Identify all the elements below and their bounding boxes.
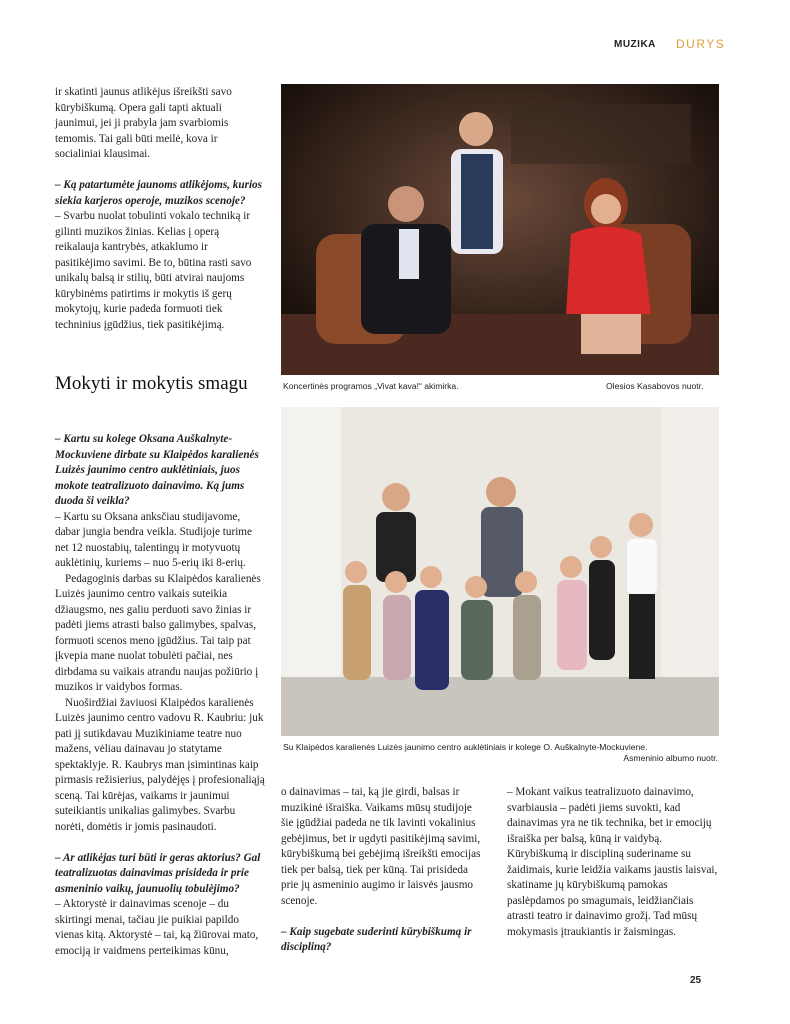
photo-caption: Koncertinės programos „Vivat kava!“ akimirka. [283, 381, 459, 391]
magazine-brand: DURYS [676, 37, 726, 51]
column-1-bottom [55, 432, 265, 959]
paragraph: o dainavimas – tai, ką jie girdi, balsas ir muzikinė išraiška. Vaikams mūsų studijoje šie įgūdžiai padeda ne tik lavinti vokalinius gebėjimus, bet ir ugdyti pasitikėjimą savimi, kūrybiškumą bei gebėjimą išreikšti emocijas tiek per balsą, tiek per kūną. Tai prisideda prie jų asmeninio augimo ir laisvės jausmo scenoje. [281, 786, 481, 907]
concert-photo-illustration [281, 84, 719, 375]
column-2 [281, 785, 485, 956]
photo-credit: Asmeninio albumo nuotr. [623, 753, 718, 763]
question: – Ką patartumėte jaunoms atlikėjoms, kurios siekia karjeros operoje, muzikos scenoje? [55, 179, 263, 207]
paragraph: Nuoširdžiai žaviuosi Klaipėdos karalienės Luizės jaunimo centro vadovu R. Kaubriu: juk pati jį sutikdavau Muzikiniame teatre nuo mažens, vėliau dainavau jo statytame spektaklyje. R. Kaubrys man įsimintinas kaip pirmasis režisierius, palydėjęs į profesionaliąją sceną. Tai kūrėjas, vaikams ir jaunimui suteikiantis unikalias galimybes. Svarbu norėti, domėtis ir jomis pasinaudoti. [55, 696, 265, 833]
section-label: MUZIKA [614, 39, 656, 50]
column-3 [507, 785, 719, 940]
photo-credit: Olesios Kasabovos nuotr. [606, 381, 704, 391]
answer: – Svarbu nuolat tobulinti vokalo techniką ir gilinti muzikos žinias. Kelias į operą reikalauja kantrybės, atkaklumo ir pasitikėjimo savimi. Be to, būtina rasti savo unikalų balsą ir stilių, būti atvirai naujoms kūrybinėms patirtims ir mokytis iš gerų mokytojų, kurie padeda formuoti tiek techninius įgūdžius, tiek pasitikėjimą. [55, 210, 252, 331]
question: – Kaip sugebate suderinti kūrybiškumą ir discipliną? [281, 925, 472, 953]
answer: – Aktorystė ir dainavimas scenoje – du skirtingi menai, tačiau jie puikiai papildo vienas kitą. Aktorystė – tai, ką žiūrovai mato, emociją ir vaidmens perteikimas kūnu, [55, 898, 259, 957]
paragraph: Pedagoginis darbas su Klaipėdos karalienės Luizės jaunimo centro vaikais suteikia džiaugsmo, nes galiu perduoti savo žinias ir padėti jiems atrasti balso galimybes, spalvas, formuoti scenos meno įgūdžius. Tai taip pat įkvepia mane nuolat tobulėti pačiai, nes dirbdama su vaikais atrandu naujas požiūrio į muzikos ir vaidybos formas. [55, 572, 261, 693]
group-photo [281, 407, 719, 736]
answer: – Kartu su Oksana anksčiau studijavome, dabar jungia bendra veikla. Studijoje turime net 12 nuostabių, talentingų ir motyvuotų auklėtinių, kuriems – nuo 5-erių iki 8-erių. [55, 510, 252, 569]
paragraph: – Mokant vaikus teatralizuoto dainavimo, svarbiausia – padėti jiems suvokti, kad dainavimas yra ne tik technika, bet ir emocijų išraiška per balsą, kūną ir vaidybą. Kūrybiškumą ir discipliną suderiname su žaidimais, kurie leidžia vaikams jaustis laisvai, skatiname jų kūrybiškumą pamokas paslėpdamos po smagumais, leidžiančiais atrasti teatro ir dainavimo grožį. Tad mūsų mokymasis įtraukiantis ir žaismingas. [507, 786, 718, 938]
question: – Kartu su kolege Oksana Auškalnyte-Mockuviene dirbate su Klaipėdos karalienės Luizės jaunimo centro auklėtiniais, juos mokote teatralizuoto dainavimo. Ką jums duoda ši veikla? [55, 433, 259, 507]
paragraph: ir skatinti jaunus atlikėjus išreikšti savo kūrybiškumą. Opera gali tapti aktuali jaunimui, jei ji prabyla jam svarbiomis temomis. Tai gali būti meilė, kova ir socialiniai klausimai. [55, 86, 232, 160]
photo-caption: Su Klaipėdos karalienės Luizės jaunimo centro auklėtiniais ir kolege O. Auškalnyte-Mockuviene. [283, 742, 648, 752]
section-heading: Mokyti ir mokytis smagu [55, 373, 248, 394]
concert-photo [281, 84, 719, 375]
column-1-top [55, 85, 265, 333]
page-number: 25 [690, 975, 702, 986]
group-photo-illustration [281, 407, 719, 736]
question: – Ar atlikėjas turi būti ir geras aktorius? Gal teatralizuotas dainavimas prisideda ir prie asmeninio vaikų, jaunuolių tobulėjimo? [55, 851, 261, 895]
